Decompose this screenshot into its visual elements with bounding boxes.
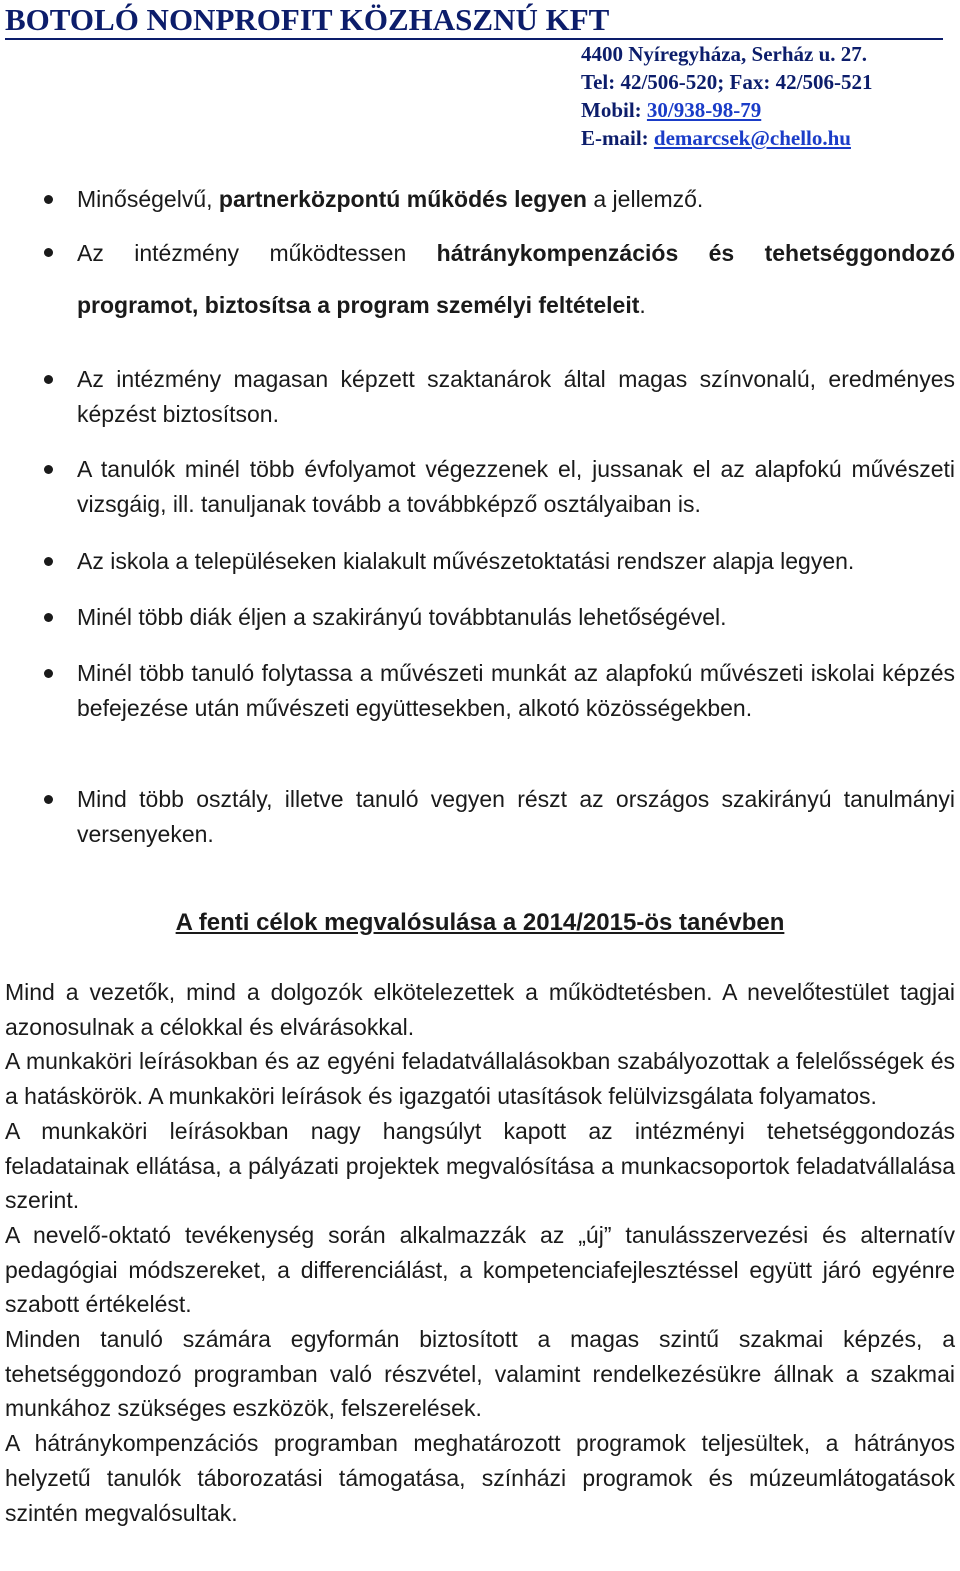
body-text	[5, 975, 955, 1530]
section-title: A fenti célok megvalósulása a 2014/2015-ös tanévben	[175, 909, 785, 936]
paragraph: Mind a vezetők, mind a dolgozók elkötelezettek a működtetésben. A nevelőtestület tagjai azonosulnak a célokkal és elvárásokkal.	[5, 979, 955, 1040]
bullet-dot	[44, 557, 53, 566]
bullet-item	[77, 182, 955, 217]
bullet-item	[77, 227, 955, 331]
bullet-item	[77, 656, 955, 726]
bullet-item	[77, 600, 955, 635]
bullet-dot	[44, 613, 53, 622]
bullet-item	[77, 782, 955, 852]
bullet-item	[77, 362, 955, 432]
bullet-text: Minél több tanuló folytassa a művészeti munkát az alapfokú művészeti iskolai képzés befejezése után művészeti együttesekben, alkotó közösségekben.	[77, 660, 955, 721]
bullet-dot	[44, 375, 53, 384]
bullet-dot	[44, 465, 53, 474]
email-label: E-mail:	[581, 126, 654, 150]
bullet-dot	[44, 248, 53, 257]
bullet-bold-text: partnerközpontú működés legyen	[218, 186, 587, 212]
bullet-text: Az iskola a településeken kialakult művészetoktatási rendszer alapja legyen.	[77, 548, 855, 574]
bullet-bold-text: hátránykompenzációs és tehetséggondozó	[436, 240, 955, 266]
paragraph: A munkaköri leírásokban és az egyéni feladatvállalásokban szabályozottak a felelősségek és a hatáskörök. A munkaköri leírások és igazgatói utasítások felülvizsgálata folyamatos.	[5, 1048, 955, 1110]
contact-block	[581, 40, 872, 152]
bullet-item	[77, 544, 955, 579]
bullet-dot	[44, 195, 53, 204]
bullet-text: Az intézmény működtessen	[77, 240, 437, 266]
company-name-header: BOTOLÓ NONPROFIT KÖZHASZNÚ KFT	[5, 2, 943, 40]
email-line	[581, 124, 872, 152]
bullet-text: A tanulók minél több évfolyamot végezzenek el, jussanak el az alapfokú művészeti vizsgáig, ill. tanuljanak tovább a továbbképző osztályaiban is.	[77, 456, 955, 517]
bullet-text: Mind több osztály, illetve tanuló vegyen részt az országos szakirányú tanulmányi versenyeken.	[77, 786, 955, 847]
mobile-link[interactable]: 30/938-98-79	[646, 98, 762, 122]
bullet-text: Minél több diák éljen a szakirányú továbbtanulás lehetőségével.	[77, 604, 727, 630]
bullet-dot	[44, 669, 53, 678]
mobile-label: Mobil:	[581, 98, 647, 122]
bullet-bold-text: programot, biztosítsa a program személyi feltételeit	[77, 292, 640, 318]
paragraph: A munkaköri leírásokban nagy hangsúlyt kapott az intézményi tehetséggondozás feladatainak ellátása, a pályázati projektek megvalósítása a munkacsoportok feladatvállalása szerint.	[5, 1117, 955, 1214]
bullet-text: .	[639, 292, 646, 318]
paragraph: Minden tanuló számára egyformán biztosított a magas szintű szakmai képzés, a tehetséggondozó programban való részvétel, valamint rendelkezésükre állnak a szakmai munkához szükséges eszközök, felszerelések.	[5, 1326, 955, 1422]
bullet-text: Minőségelvű,	[77, 186, 219, 212]
bullet-text: a jellemző.	[586, 186, 704, 212]
bullet-text: Az intézmény magasan képzett szaktanárok által magas színvonalú, eredményes képzést biztosítson.	[77, 366, 955, 427]
bullet-dot	[44, 795, 53, 804]
address-line: 4400 Nyíregyháza, Serház u. 27.	[581, 42, 868, 66]
bullet-item	[77, 452, 955, 522]
mobile-line	[581, 96, 872, 124]
paragraph: A nevelő-oktató tevékenység során alkalmazzák az „új” tanulásszervezési és alternatív pedagógiai módszereket, a differenciálást, a kompetenciafejlesztéssel együtt járó egyénre szabott értékelést.	[5, 1221, 955, 1318]
bullet-line	[77, 227, 955, 279]
phone-fax-line: Tel: 42/506-520; Fax: 42/506-521	[581, 70, 873, 94]
bullet-line	[77, 292, 646, 318]
paragraph: A hátránykompenzációs programban meghatározott programok teljesültek, a hátrányos helyzetű tanulók táborozatási támogatása, színházi programok és múzeumlátogatások szintén megvalósultak.	[5, 1430, 955, 1526]
email-link[interactable]: demarcsek@chello.hu	[653, 126, 851, 150]
